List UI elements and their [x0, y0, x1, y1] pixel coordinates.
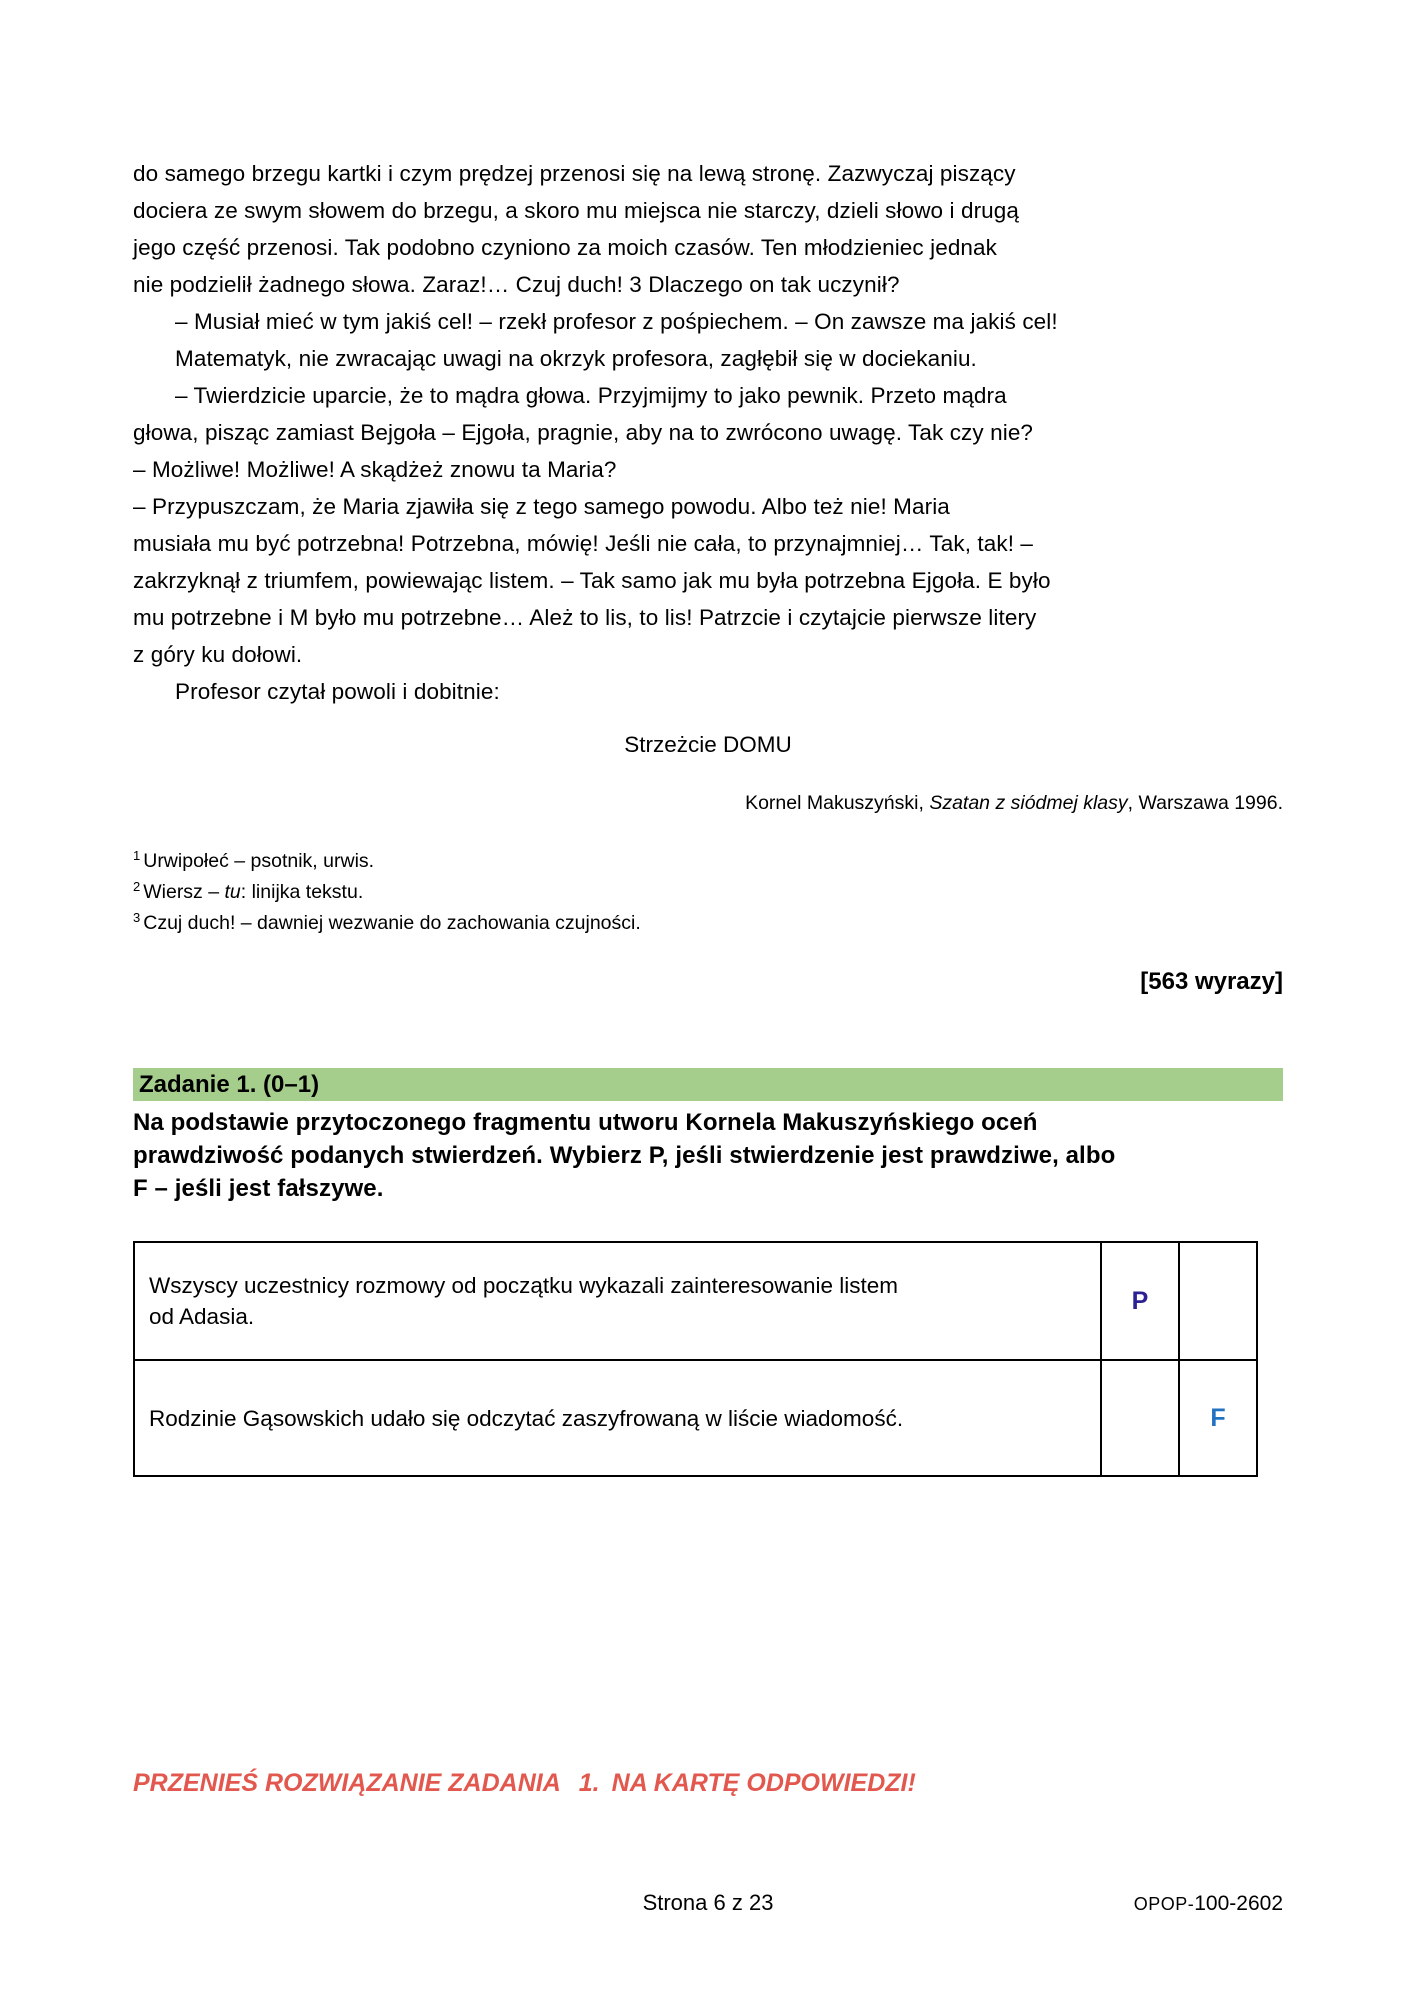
passage-line: nie podzielił żadnego słowa. Zaraz!… Czuj duch! 3 Dlaczego on tak uczynił? — [133, 272, 900, 297]
transfer-note-number: 1. — [578, 1769, 600, 1797]
source-attribution — [133, 790, 1283, 816]
task-instruction — [133, 1106, 1293, 1205]
page-number: Strona 6 z 23 — [642, 1890, 774, 1915]
form-code-suffix: 100-2602 — [1194, 1892, 1283, 1915]
footnote-marker: 2 — [133, 878, 141, 894]
passage-line: – Możliwe! Możliwe! A skądżeż znowu ta Maria? — [133, 457, 617, 482]
attribution-rest: , Warszawa 1996. — [1127, 792, 1283, 814]
answer-cell-f[interactable]: F — [1179, 1360, 1257, 1476]
footnote-3 — [133, 908, 1283, 939]
task-header-bar — [133, 1068, 1283, 1101]
task-title: Zadanie 1. (0–1) — [139, 1070, 320, 1098]
answer-cell-p[interactable] — [1101, 1360, 1179, 1476]
statement-cell — [134, 1242, 1101, 1360]
passage-line: Profesor czytał powoli i dobitnie: — [175, 679, 500, 704]
cipher-line: Strzeżcie DOMU — [624, 732, 792, 757]
passage-line: – Twierdzicie uparcie, że to mądra głowa. Przyjmijmy to jako pewnik. Przeto mądra — [175, 383, 1007, 408]
statement-cell — [134, 1360, 1101, 1476]
instruction-line: F – jeśli jest fałszywe. — [133, 1175, 384, 1202]
attribution-title: Szatan z siódmej klasy — [929, 792, 1128, 814]
footnote-2 — [133, 877, 1283, 908]
footnotes — [133, 846, 1283, 939]
passage-line: – Musiał mieć w tym jakiś cel! – rzekł profesor z pośpiechem. – On zawsze ma jakiś cel! — [175, 309, 1058, 334]
answer-cell-p[interactable]: P — [1101, 1242, 1179, 1360]
footnote-text-italic: tu — [224, 881, 241, 903]
form-code — [133, 1890, 1283, 1920]
statement-line: Rodzinie Gąsowskich udało się odczytać zaszyfrowaną w liście wiadomość. — [149, 1405, 904, 1431]
passage-line: dociera ze swym słowem do brzegu, a skoro mu miejsca nie starczy, dzieli słowo i drugą — [133, 198, 1020, 223]
passage-line: – Przypuszczam, że Maria zjawiła się z tego samego powodu. Albo też nie! Maria — [133, 494, 950, 519]
passage-line: do samego brzegu kartki i czym prędzej przenosi się na lewą stronę. Zazwyczaj piszący — [133, 161, 1016, 186]
passage-line: Matematyk, nie zwracając uwagi na okrzyk profesora, zagłębił się w dociekaniu. — [175, 346, 977, 371]
footnote-1 — [133, 846, 1283, 877]
instruction-line: Na podstawie przytoczonego fragmentu utworu Kornela Makuszyńskiego oceń — [133, 1109, 1038, 1136]
instruction-line: prawdziwość podanych stwierdzeń. Wybierz P, jeśli stwierdzenie jest prawdziwe, albo — [133, 1142, 1116, 1169]
word-count: [563 wyrazy] — [1140, 968, 1283, 995]
footnote-marker: 3 — [133, 909, 141, 925]
attribution-author: Kornel Makuszyński, — [745, 792, 930, 814]
footnote-marker: 1 — [133, 847, 141, 863]
passage-line: jego część przenosi. Tak podobno czyniono za moich czasów. Ten młodzieniec jednak — [133, 235, 998, 260]
footnote-text: Czuj duch! – dawniej wezwanie do zachowania czujności. — [143, 912, 641, 934]
statement-line: Wszyscy uczestnicy rozmowy od początku wykazali zainteresowanie listem — [149, 1273, 899, 1298]
statement-line: od Adasia. — [149, 1304, 255, 1329]
footnote-text: Wiersz – — [143, 881, 225, 903]
statements-table — [133, 1241, 1258, 1477]
transfer-note — [133, 1768, 1333, 1798]
passage-line: z góry ku dołowi. — [133, 642, 303, 667]
passage-line: mu potrzebne i M było mu potrzebne… Ależ to lis, to lis! Patrzcie i czytajcie pierwsze litery — [133, 605, 1037, 630]
table-row — [134, 1242, 1257, 1360]
passage-line: musiała mu być potrzebna! Potrzebna, mówię! Jeśli nie cała, to przynajmniej… Tak, tak! – — [133, 531, 1034, 556]
footnote-text: : linijka tekstu. — [240, 881, 364, 903]
transfer-note-text: NA KARTĘ ODPOWIEDZI! — [611, 1769, 916, 1797]
passage-text — [133, 155, 1293, 710]
table-row — [134, 1360, 1257, 1476]
form-code-prefix: OPOP- — [1133, 1894, 1195, 1914]
transfer-note-text: PRZENIEŚ ROZWIĄZANIE ZADANIA — [133, 1769, 561, 1797]
passage-line: zakrzyknął z triumfem, powiewając listem. – Tak samo jak mu była potrzebna Ejgoła. E było — [133, 568, 1051, 593]
passage-line: głowa, pisząc zamiast Bejgoła – Ejgoła, pragnie, aby na to zwrócono uwagę. Tak czy nie? — [133, 420, 1034, 445]
answer-cell-f[interactable] — [1179, 1242, 1257, 1360]
footnote-text: Urwipołeć – psotnik, urwis. — [143, 850, 375, 872]
